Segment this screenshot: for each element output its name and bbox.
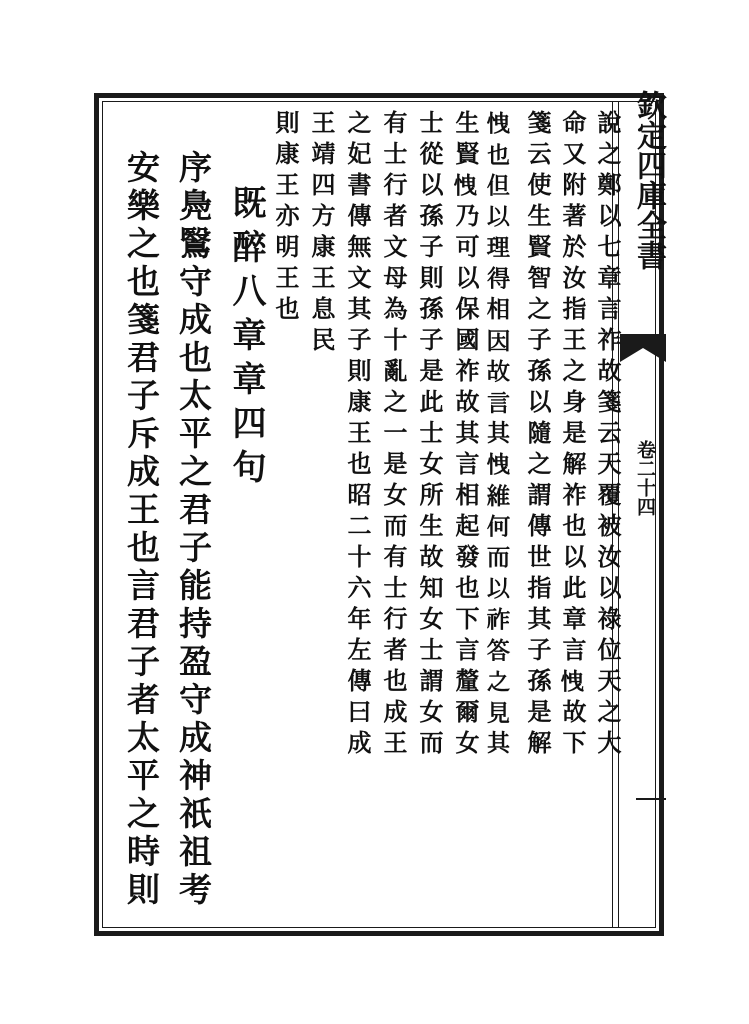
text-column-9: 王靖四方康王息民 [307, 110, 336, 358]
text-column-5: 生賢𢘽乃可以保國祚故其言相起發也下言釐爾女 [451, 110, 480, 761]
preface-column-1: 序鳧鷖守成也太平之君子能持盈守成神祇祖考 [174, 150, 213, 910]
chapter-heading: 既醉八章章四句 [226, 185, 266, 493]
preface-column-2: 安樂之也箋君子斥成王也言君子者太平之時則 [122, 150, 161, 910]
text-column-3: 箋云使生賢智之子孫以隨之謂傳世指其子孫是解 [523, 110, 552, 761]
text-column-7: 有士行者文母為十亂之一是女而有士行者也成王 [379, 110, 408, 761]
text-column-6: 士從以孫子則孫子是此士女所生故知女士謂女而 [415, 110, 444, 761]
text-column-10: 則康王亦明王也 [271, 110, 300, 327]
margin-volume-label: 卷二十四 [634, 440, 656, 516]
text-column-2: 命又附著於汝指王之身是解祚也以此章言𢘽故下 [558, 110, 587, 761]
text-column-4: 𢘽也但以理得相因故言其𢘽維何而以祚答之見其 [484, 110, 513, 761]
text-column-8: 之妃書傳無文其子則康王也昭二十六年左傳曰成 [343, 110, 372, 761]
text-column-1: 說之鄭以七章言祚故箋云天覆被汝以祿位天之大 [593, 110, 622, 761]
margin-tick [636, 798, 666, 800]
fishtail-ornament-icon [620, 334, 666, 362]
margin-banner-title: 欽定四庫全書 [631, 90, 666, 270]
